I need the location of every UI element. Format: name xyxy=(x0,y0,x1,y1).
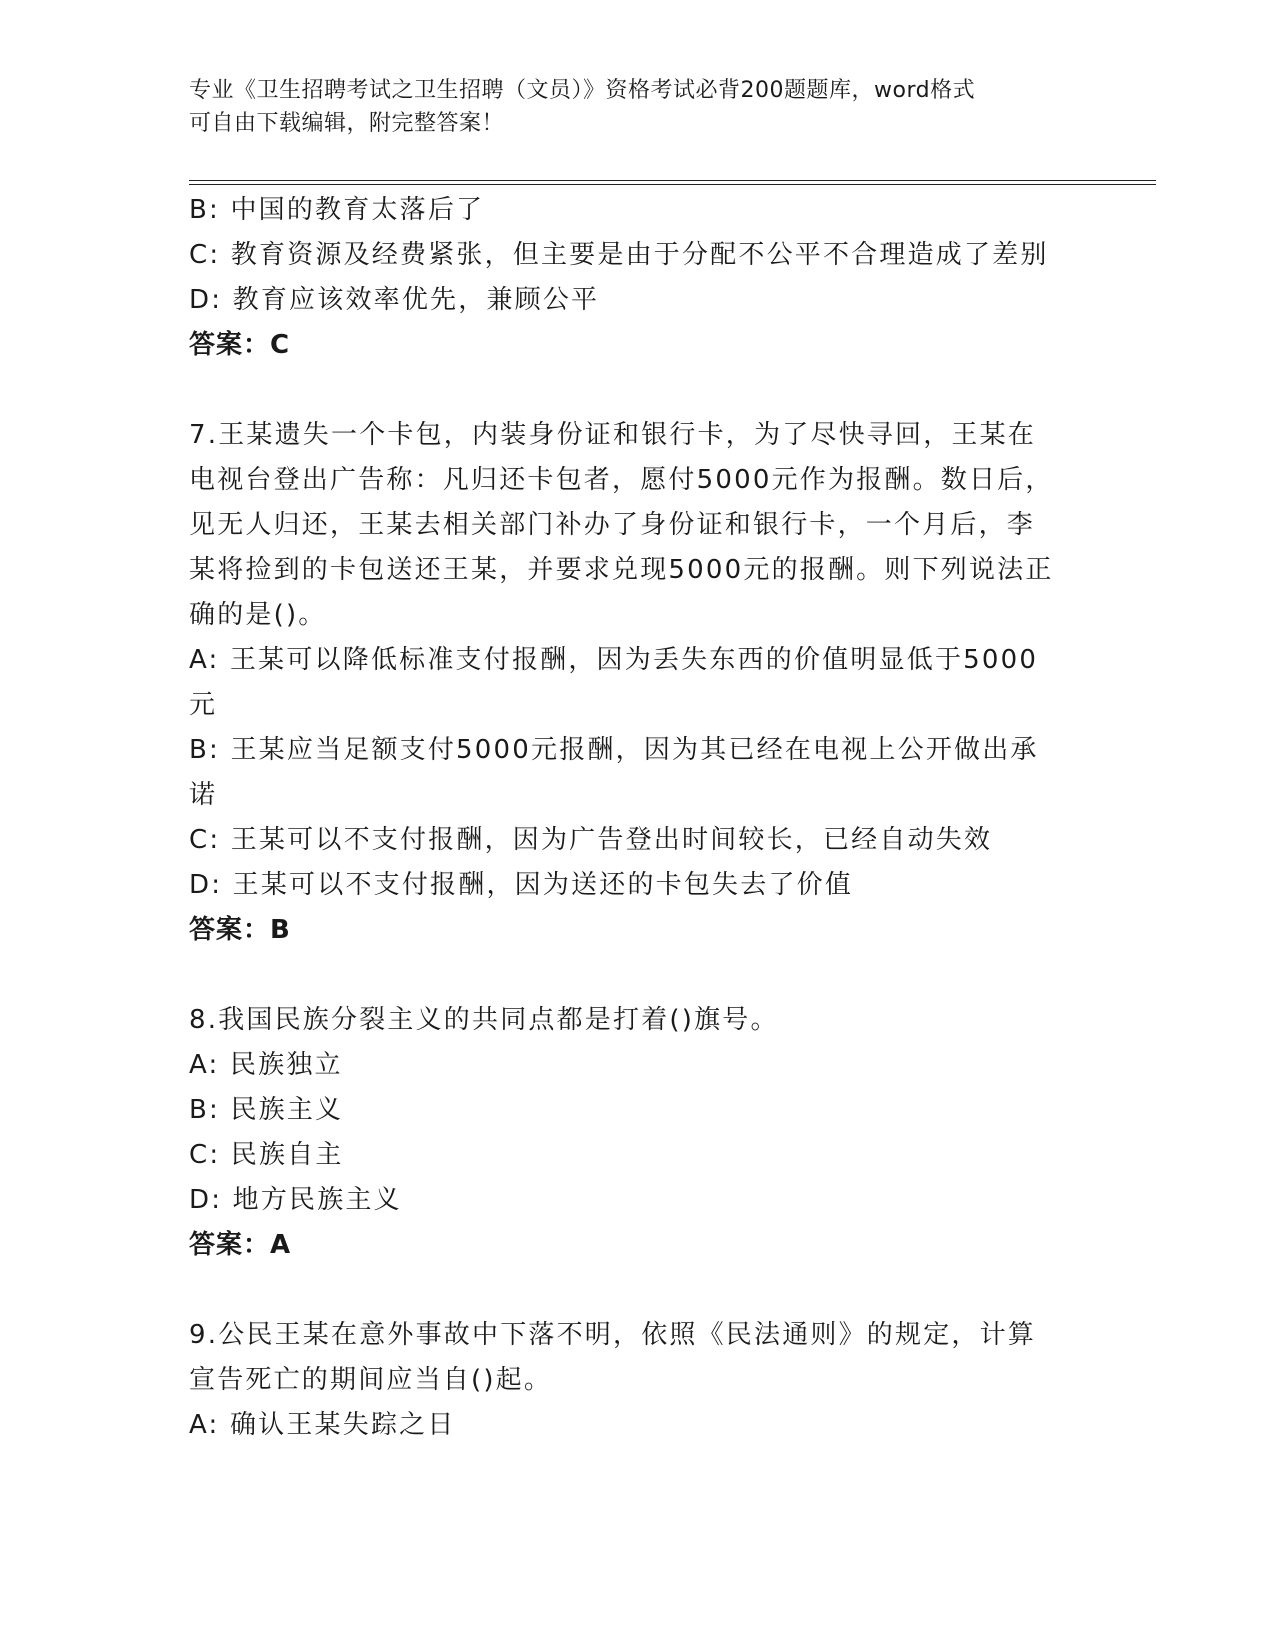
header-title-line-2: 可自由下载编辑，附完整答案！ xyxy=(189,111,505,136)
question-9 xyxy=(189,1313,1089,1448)
question-8 xyxy=(189,998,1089,1268)
answer-label: 答案：C xyxy=(189,330,291,360)
question-stem-line: 宣告死亡的期间应当自()起。 xyxy=(189,1365,553,1395)
option-d: D: 教育应该效率优先，兼顾公平 xyxy=(189,285,600,315)
question-stem-line: 电视台登出广告称：凡归还卡包者，愿付5000元作为报酬。数日后， xyxy=(189,465,1054,495)
question-stem-line: 9.公民王某在意外事故中下落不明，依照《民法通则》的规定，计算 xyxy=(189,1320,1037,1350)
header-title-line-1: 专业《卫生招聘考试之卫生招聘（文员）》资格考试必背200题题库，word格式 xyxy=(189,78,976,103)
header-divider-bottom xyxy=(189,184,1156,185)
document-body xyxy=(189,188,1089,1448)
option-b: B: 王某应当足额支付5000元报酬，因为其已经在电视上公开做出承 xyxy=(189,735,1039,765)
spacer xyxy=(189,1268,1089,1313)
option-a: A: 民族独立 xyxy=(189,1050,343,1080)
question-stem: 8.我国民族分裂主义的共同点都是打着()旗号。 xyxy=(189,1005,779,1035)
question-stem-line: 7.王某遗失一个卡包，内装身份证和银行卡，为了尽快寻回，王某在 xyxy=(189,420,1037,450)
option-d: D: 地方民族主义 xyxy=(189,1185,402,1215)
option-d: D: 王某可以不支付报酬，因为送还的卡包失去了价值 xyxy=(189,870,854,900)
question-7 xyxy=(189,413,1089,953)
spacer xyxy=(189,368,1089,413)
spacer xyxy=(189,953,1089,998)
option-b-continued: 诺 xyxy=(189,780,218,810)
option-b: B: 民族主义 xyxy=(189,1095,344,1125)
header-divider-top xyxy=(189,180,1156,181)
document-header xyxy=(189,74,1069,140)
answer-label: 答案：A xyxy=(189,1230,292,1260)
question-stem-line: 确的是()。 xyxy=(189,600,327,630)
question-stem-line: 某将捡到的卡包送还王某，并要求兑现5000元的报酬。则下列说法正 xyxy=(189,555,1054,585)
option-a: A: 王某可以降低标准支付报酬，因为丢失东西的价值明显低于5000 xyxy=(189,645,1039,675)
option-b: B: 中国的教育太落后了 xyxy=(189,195,485,225)
option-c: C: 民族自主 xyxy=(189,1140,344,1170)
answer-label: 答案：B xyxy=(189,915,291,945)
option-a-continued: 元 xyxy=(189,690,218,720)
question-stem-line: 见无人归还，王某去相关部门补办了身份证和银行卡，一个月后，李 xyxy=(189,510,1036,540)
option-c: C: 教育资源及经费紧张，但主要是由于分配不公平不合理造成了差别 xyxy=(189,240,1049,270)
option-c: C: 王某可以不支付报酬，因为广告登出时间较长，已经自动失效 xyxy=(189,825,993,855)
question-6-continued xyxy=(189,188,1089,368)
option-a: A: 确认王某失踪之日 xyxy=(189,1410,456,1440)
